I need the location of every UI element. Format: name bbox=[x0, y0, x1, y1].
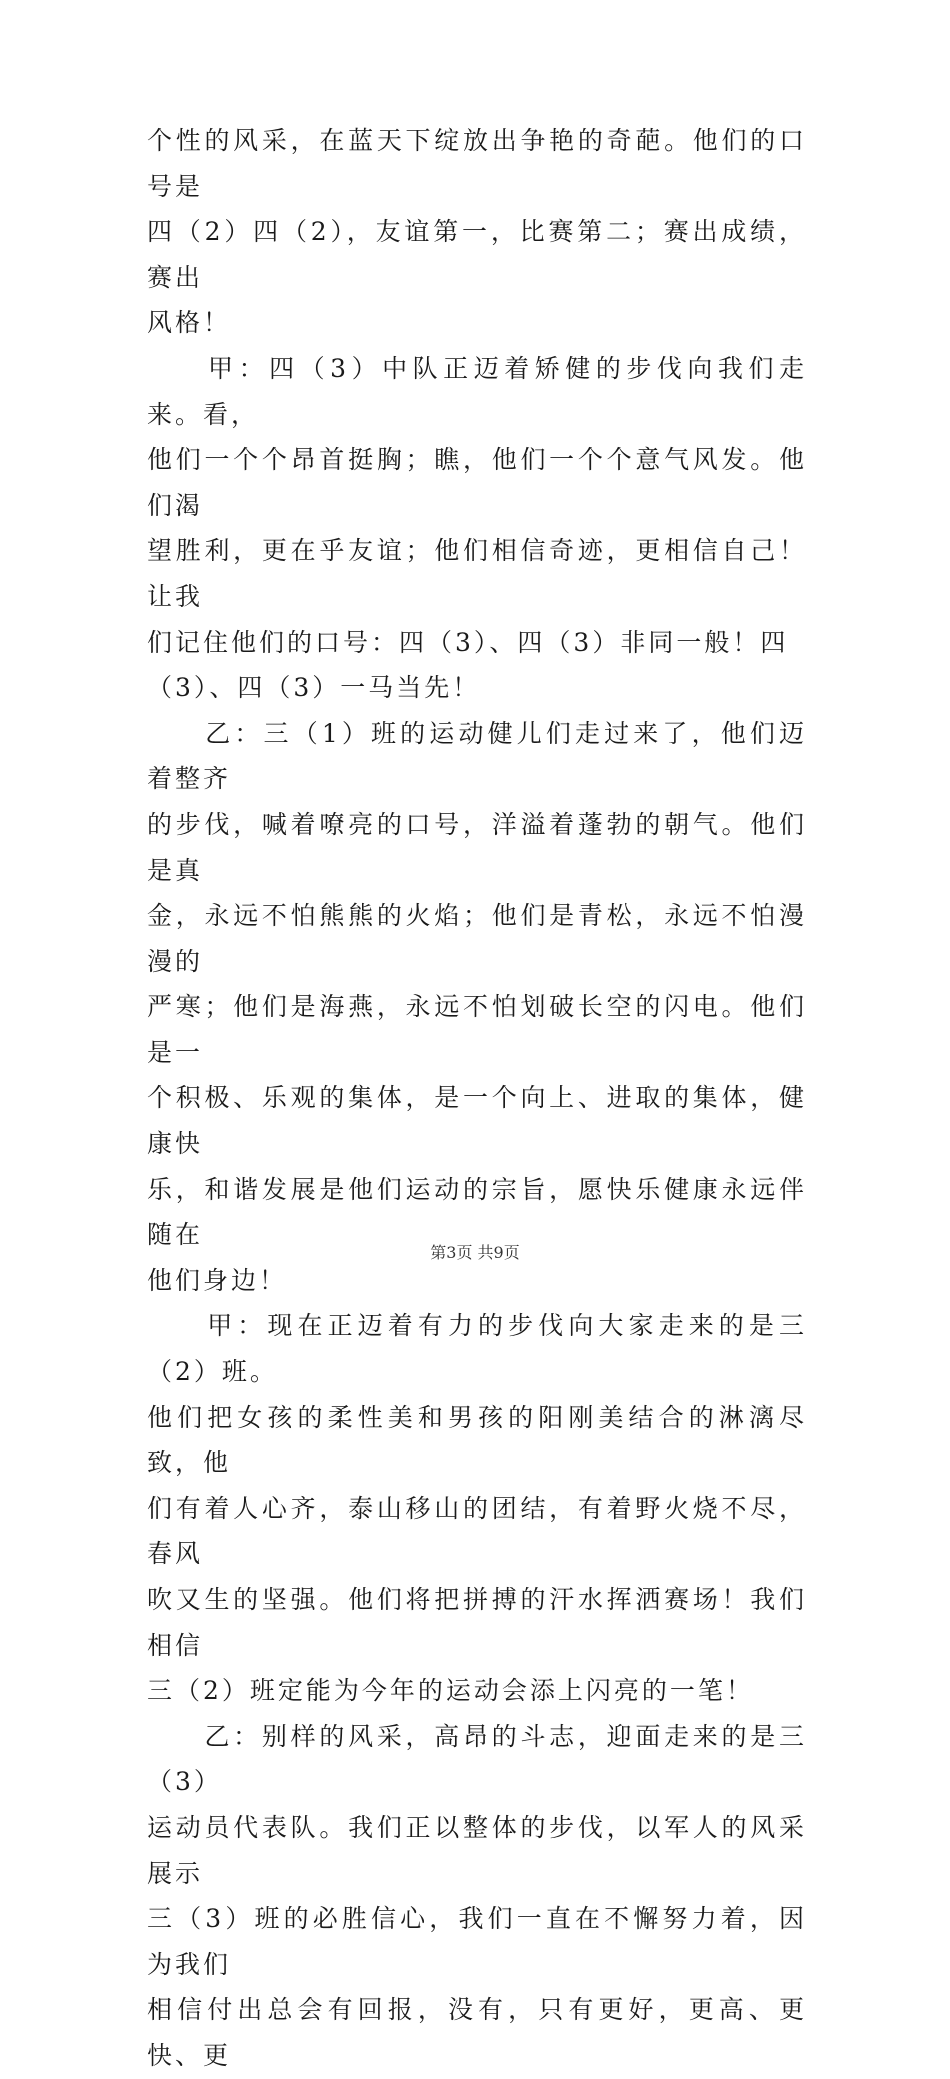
paragraph-5: 乙：别样的风采，高昂的斗志，迎面走来的是三（3） 运动员代表队。我们正以整体的步伐，以军人的风采展示 三（3）班的必胜信心，我们一直在不懈努力着，因为我们 相信付出总会有回报，没有，只有更好，更高、更快、更 bbox=[147, 1721, 807, 2070]
document-body bbox=[147, 118, 807, 2079]
paragraph-3: 乙：三（1）班的运动健儿们走过来了，他们迈着整齐 的步伐，喊着嘹亮的口号，洋溢着蓬勃的朝气。他们是真 金，永远不怕熊熊的火焰；他们是青松，永远不怕漫漫的 严寒；他们是海燕，永远不怕划破长空的闪电。他们是一 个积极、乐观的集体，是一个向上、进取的集体，健康快 乐，和谐发展是他们运动的宗旨，愿快乐健康永远伴随在 他们身边！ bbox=[147, 718, 807, 1295]
paragraph-2: 甲：四（3）中队正迈着矫健的步伐向我们走来。看， 他们一个个昂首挺胸；瞧，他们一个个意气风发。他们渴 望胜利，更在乎友谊；他们相信奇迹，更相信自己！让我 们记住他们的口号：四（3）、四（3）非同一般！四 （3）、四（3）一马当先！ bbox=[147, 353, 807, 703]
paragraph-1: 个性的风采，在蓝天下绽放出争艳的奇葩。他们的口号是 四（2）四（2），友谊第一，比赛第二；赛出成绩，赛出 风格！ bbox=[147, 126, 807, 338]
page-number-footer: 第3页 共9页 bbox=[430, 1243, 520, 1262]
paragraph-4: 甲：现在正迈着有力的步伐向大家走来的是三（2）班。 他们把女孩的柔性美和男孩的阳刚美结合的淋漓尽致，他 们有着人心齐，泰山移山的团结，有着野火烧不尽，春风 吹又生的坚强。他们将把拼搏的汗水挥洒赛场！我们相信 三（2）班定能为今年的运动会添上闪亮的一笔！ bbox=[147, 1311, 807, 1706]
